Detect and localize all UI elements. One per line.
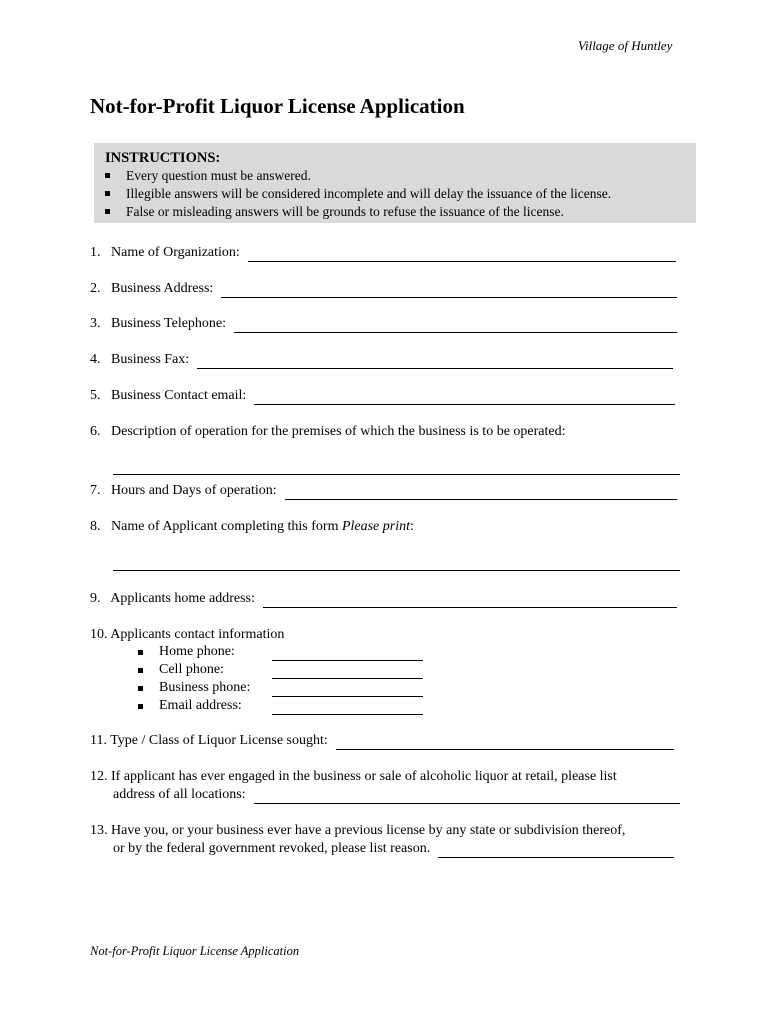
question-1 (90, 244, 676, 262)
description-of-operation-field[interactable] (113, 474, 680, 475)
question-11 (90, 732, 674, 750)
footer-title: Not-for-Profit Liquor License Application (90, 944, 300, 958)
home-phone-label: Home phone: (159, 644, 235, 659)
instructions-heading: INSTRUCTIONS: (105, 150, 221, 166)
business-telephone-field[interactable] (234, 320, 677, 333)
square-bullet-icon (105, 173, 110, 178)
organization-name-field[interactable] (248, 249, 676, 262)
instructions-box (94, 143, 696, 223)
question-13-label: 13. Have you, or your business ever have a previous license by any state or subdivision thereof, (90, 823, 626, 838)
question-10-label: 10. Applicants contact information (90, 627, 285, 642)
question-3-label: 3. Business Telephone: (90, 316, 227, 331)
question-3 (90, 315, 677, 333)
question-13 (90, 822, 625, 840)
email-address-label: Email address: (159, 698, 242, 713)
question-10 (90, 626, 284, 644)
business-phone-label: Business phone: (159, 680, 251, 695)
applicant-home-address-field[interactable] (263, 595, 677, 608)
question-2-label: 2. Business Address: (90, 281, 214, 296)
business-fax-field[interactable] (197, 356, 673, 369)
business-phone-field[interactable] (272, 696, 423, 697)
instruction-item: False or misleading answers will be grounds to refuse the issuance of the license. (104, 203, 686, 221)
business-address-field[interactable] (221, 285, 677, 298)
instructions-list (104, 167, 686, 221)
question-6 (90, 423, 566, 441)
instruction-item: Every question must be answered. (104, 167, 686, 185)
business-email-field[interactable] (254, 392, 675, 405)
question-13-label-cont: or by the federal government revoked, please list reason. (113, 841, 431, 856)
question-12-label-cont: address of all locations: (113, 787, 246, 802)
question-8-label: 8. Name of Applicant completing this form (90, 519, 339, 534)
question-4 (90, 351, 673, 369)
square-bullet-icon (138, 650, 143, 655)
header-village-name: Village of Huntley (578, 38, 673, 53)
cell-phone-label: Cell phone: (159, 662, 224, 677)
cell-phone-field[interactable] (272, 678, 423, 679)
question-6-label: 6. Description of operation for the premises of which the business is to be operated: (90, 424, 566, 439)
square-bullet-icon (105, 209, 110, 214)
square-bullet-icon (105, 191, 110, 196)
hours-days-field[interactable] (285, 487, 677, 500)
question-12 (90, 768, 617, 786)
instruction-item: Illegible answers will be considered incomplete and will delay the issuance of the license. (104, 185, 686, 203)
home-phone-field[interactable] (272, 660, 423, 661)
license-type-field[interactable] (336, 737, 674, 750)
question-1-label: 1. Name of Organization: (90, 245, 240, 260)
question-9-label: 9. Applicants home address: (90, 591, 255, 606)
question-7 (90, 482, 677, 500)
square-bullet-icon (138, 704, 143, 709)
question-5 (90, 387, 675, 405)
page-title: Not-for-Profit Liquor License Application (90, 94, 465, 118)
square-bullet-icon (138, 668, 143, 673)
question-12-cont (113, 786, 680, 804)
question-5-label: 5. Business Contact email: (90, 388, 247, 403)
square-bullet-icon (138, 686, 143, 691)
question-8: 8. Name of Applicant completing this form Please print : (90, 519, 414, 534)
revocation-reason-field[interactable] (438, 845, 674, 858)
question-8-note: Please print (341, 519, 410, 534)
question-13-cont (113, 840, 674, 858)
question-9 (90, 590, 677, 608)
locations-field[interactable] (254, 791, 680, 804)
applicant-name-field[interactable] (113, 570, 680, 571)
question-7-label: 7. Hours and Days of operation: (90, 483, 277, 498)
question-12-label: 12. If applicant has ever engaged in the business or sale of alcoholic liquor at retail, please list (90, 769, 617, 784)
email-address-field[interactable] (272, 714, 423, 715)
question-11-label: 11. Type / Class of Liquor License sought: (90, 733, 328, 748)
question-4-label: 4. Business Fax: (90, 352, 190, 367)
question-2 (90, 280, 677, 298)
